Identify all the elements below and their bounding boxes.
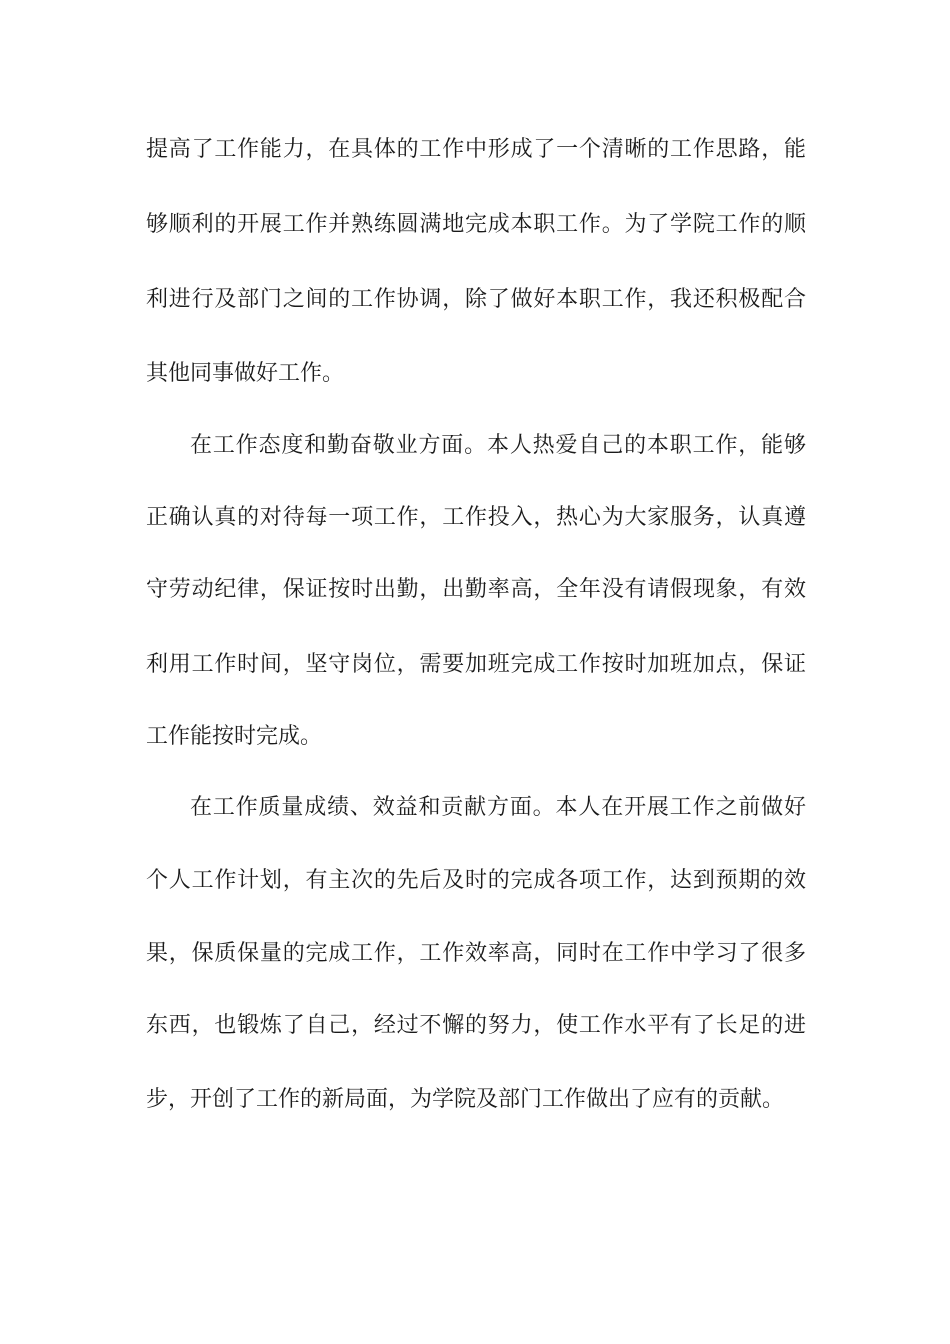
text-line: 工作能按时完成。 — [146, 724, 323, 749]
text-line: 够顺利的开展工作并熟练圆满地完成本职工作。为了学院工作的顺 — [146, 212, 806, 237]
text-line: 提高了工作能力，在具体的工作中形成了一个清晰的工作思路，能 — [146, 137, 806, 162]
text-line: 步，开创了工作的新局面，为学院及部门工作做出了应有的贡献。 — [146, 1087, 785, 1112]
text-line: 利进行及部门之间的工作协调，除了做好本职工作，我还积极配合 — [146, 287, 806, 312]
paragraph-first-line: 在工作态度和勤奋敬业方面。本人热爱自己的本职工作，能够 — [190, 433, 806, 458]
text-line: 正确认真的对待每一项工作，工作投入，热心为大家服务，认真遵 — [146, 505, 806, 530]
text-line: 果，保质保量的完成工作，工作效率高，同时在工作中学习了很多 — [146, 941, 806, 966]
text-line: 守劳动纪律，保证按时出勤，出勤率高，全年没有请假现象，有效 — [146, 577, 806, 602]
text-line: 个人工作计划，有主次的先后及时的完成各项工作，达到预期的效 — [146, 868, 806, 893]
paragraph-first-line: 在工作质量成绩、效益和贡献方面。本人在开展工作之前做好 — [190, 795, 806, 820]
text-line: 东西，也锻炼了自己，经过不懈的努力，使工作水平有了长足的进 — [146, 1013, 806, 1038]
text-line: 其他同事做好工作。 — [146, 361, 345, 386]
text-line: 利用工作时间，坚守岗位，需要加班完成工作按时加班加点，保证 — [146, 652, 806, 677]
